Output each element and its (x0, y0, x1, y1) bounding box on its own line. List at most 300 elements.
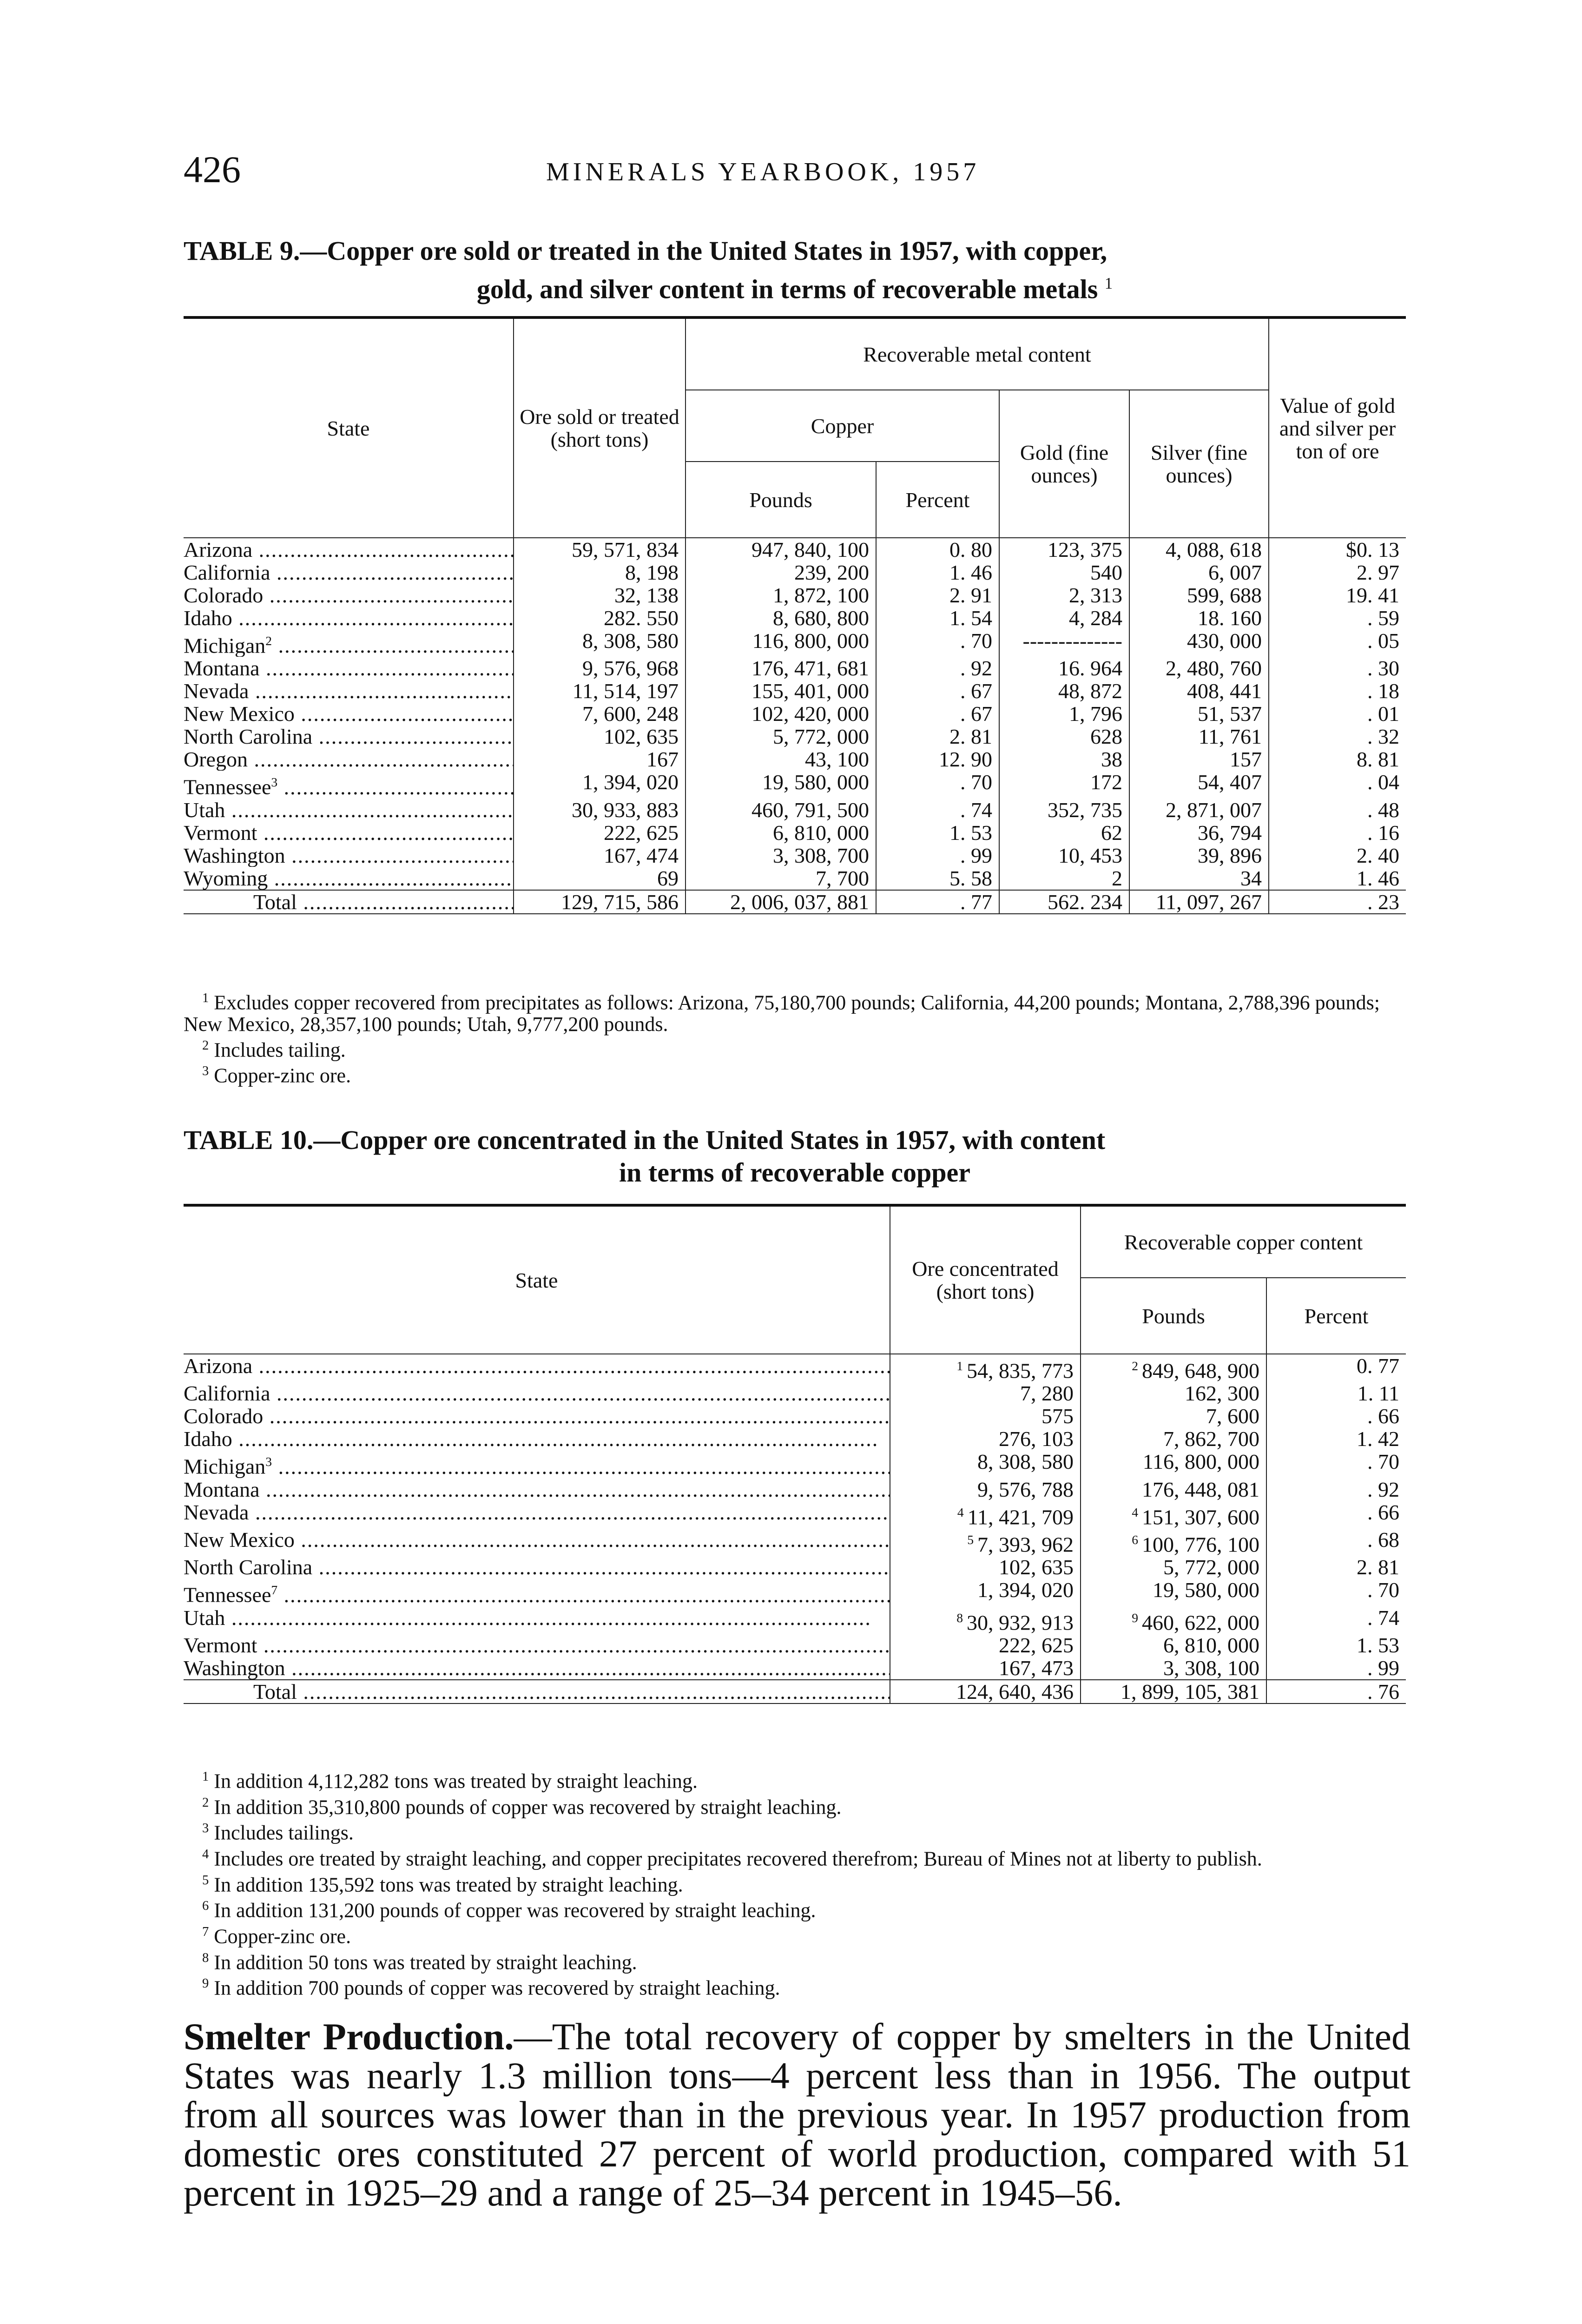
table-cell: 2 (999, 867, 1129, 890)
table-cell (1081, 1657, 1266, 1680)
state-cell (184, 702, 514, 725)
footnote (184, 1870, 1411, 1896)
table-cell: 1, 394, 020 (514, 771, 686, 798)
footnote (184, 1921, 1411, 1948)
state-cell (184, 629, 514, 657)
footnote-number: 7 (202, 1924, 209, 1939)
state-cell (184, 1382, 890, 1405)
table-cell: 116, 800, 000 (686, 629, 876, 657)
table-cell: . 92 (1266, 1478, 1406, 1501)
total-row (184, 1680, 1406, 1703)
table-cell (1081, 1501, 1266, 1528)
table-cell (890, 1354, 1081, 1382)
table-cell: 167 (514, 748, 686, 771)
dot-leader (312, 725, 514, 748)
cell-value: 151, 307, 600 (1142, 1505, 1259, 1529)
table-row (184, 1382, 1406, 1405)
table10-caption-line1: —Copper ore concentrated in the United States in 1957, with content (313, 1125, 1106, 1155)
table-cell: 36, 794 (1129, 821, 1269, 844)
table-cell (1081, 1528, 1266, 1556)
table9-header-copper: Copper (811, 414, 874, 438)
cell-value: 54, 835, 773 (967, 1359, 1074, 1383)
dot-leader (260, 1478, 890, 1501)
total-cell: 11, 097, 267 (1129, 890, 1269, 914)
state-cell (184, 799, 514, 821)
table-row (184, 867, 1406, 890)
table-cell (1081, 1556, 1266, 1578)
footnote-number: 8 (202, 1950, 209, 1965)
total-cell: . 23 (1269, 890, 1406, 914)
state-name: Arizona (184, 1354, 253, 1378)
table-cell: 2. 97 (1269, 561, 1406, 584)
table-row (184, 1657, 1406, 1680)
total-cell: 1, 899, 105, 381 (1081, 1680, 1266, 1703)
cell-value: 30, 932, 913 (967, 1610, 1074, 1634)
footnote-number: 5 (202, 1873, 209, 1888)
table-cell: 62 (999, 821, 1129, 844)
table-row (184, 1478, 1406, 1501)
state-name: North Carolina (184, 1556, 313, 1579)
table10-footnotes (184, 1766, 1411, 1999)
table-cell: . 67 (876, 702, 999, 725)
table-cell: 1. 46 (876, 561, 999, 584)
dot-leader (295, 1528, 890, 1552)
total-label: Total (253, 1679, 297, 1703)
footnote-number: 2 (202, 1795, 209, 1810)
body-paragraph (184, 2017, 1411, 2212)
table-cell: . 01 (1269, 702, 1406, 725)
dot-leader (268, 867, 514, 890)
footnote-text: In addition 700 pounds of copper was recovered by straight leaching. (214, 1976, 780, 2000)
table-cell (890, 1634, 1081, 1657)
state-cell (184, 1354, 890, 1382)
dot-leader (285, 1657, 890, 1680)
table-cell: 460, 791, 500 (686, 799, 876, 821)
state-cell (184, 1478, 890, 1501)
table-row (184, 844, 1406, 867)
cell-value: 575 (1041, 1404, 1074, 1428)
total-label-cell (184, 1680, 890, 1703)
table-row (184, 748, 1406, 771)
state-name: Oregon (184, 748, 248, 771)
state-cell (184, 1657, 890, 1680)
running-head (184, 148, 1043, 190)
state-cell (184, 844, 514, 867)
table-cell: . 66 (1266, 1501, 1406, 1528)
cell-value: 460, 622, 000 (1142, 1610, 1259, 1634)
dot-leader (263, 1405, 890, 1427)
table-cell: 155, 401, 000 (686, 680, 876, 702)
footnote-number: 3 (202, 1064, 209, 1079)
table-row (184, 1634, 1406, 1657)
state-cell (184, 680, 514, 702)
footnote-ref: 4 (957, 1505, 964, 1519)
table-cell: 352, 735 (999, 799, 1129, 821)
table-cell: . 18 (1269, 680, 1406, 702)
table-cell (1081, 1427, 1266, 1450)
table-cell: 11, 514, 197 (514, 680, 686, 702)
table9-header-recoverable: Recoverable metal content (863, 342, 1091, 366)
table10-caption-label: TABLE 10. (184, 1125, 314, 1155)
table-cell: 16. 964 (999, 657, 1129, 680)
table-cell: 540 (999, 561, 1129, 584)
table-cell: 39, 896 (1129, 844, 1269, 867)
footnote-number: 9 (202, 1976, 209, 1991)
footnote-number: 1 (202, 1769, 209, 1784)
table-row (184, 1501, 1406, 1528)
table-cell: -------------- (999, 629, 1129, 657)
table-cell: 239, 200 (686, 561, 876, 584)
footnote-text: Includes tailings. (214, 1821, 354, 1844)
table-cell: . 70 (876, 771, 999, 798)
table9-header-ore: Ore sold or treated (short tons) (520, 405, 679, 451)
table-cell (890, 1450, 1081, 1478)
table-cell: 10, 453 (999, 844, 1129, 867)
table-cell (1081, 1478, 1266, 1501)
footnote (184, 1818, 1411, 1844)
table10-caption-line2: in terms of recoverable copper (619, 1157, 970, 1188)
total-cell: 562. 234 (999, 890, 1129, 914)
table-cell: 8, 680, 800 (686, 607, 876, 629)
table9-caption-line1: —Copper ore sold or treated in the United States in 1957, with copper, (300, 236, 1107, 266)
table-cell (1081, 1354, 1266, 1382)
state-cell (184, 657, 514, 680)
table9-header-gold: Gold (fine ounces) (1020, 441, 1109, 487)
footnote-text: Copper-zinc ore. (214, 1064, 351, 1087)
footnote-ref: 6 (1132, 1532, 1138, 1547)
table9-header-state: State (327, 416, 370, 440)
table-cell: 1, 872, 100 (686, 584, 876, 607)
state-name: Utah (184, 798, 225, 821)
dot-leader (295, 702, 514, 725)
table-cell (890, 1405, 1081, 1427)
table-cell: . 48 (1269, 799, 1406, 821)
table10-header-percent: Percent (1304, 1304, 1369, 1328)
table-row (184, 771, 1406, 798)
table-cell: . 16 (1269, 821, 1406, 844)
table10-caption (184, 1124, 1406, 1189)
footnote-text: In addition 50 tons was treated by straight leaching. (214, 1951, 637, 1974)
cell-value: 222, 625 (999, 1633, 1074, 1657)
state-name: Michigan (184, 1454, 266, 1478)
state-cell (184, 607, 514, 629)
footnote-number: 2 (202, 1038, 209, 1053)
table-cell: 102, 635 (514, 725, 686, 748)
table9-caption-ref: 1 (1104, 274, 1113, 292)
table-row (184, 657, 1406, 680)
dot-leader (225, 1606, 871, 1630)
dot-leader (252, 538, 514, 561)
cell-value: 167, 473 (999, 1656, 1074, 1680)
state-cell (184, 867, 514, 890)
state-cell (184, 821, 514, 844)
footnote-ref: 5 (967, 1532, 974, 1547)
table-cell: 0. 80 (876, 538, 999, 561)
table-cell: . 70 (1266, 1578, 1406, 1606)
table-cell (1081, 1606, 1266, 1634)
table-cell: 34 (1129, 867, 1269, 890)
table10-header-ore: Ore concentrated (short tons) (912, 1257, 1059, 1303)
dot-leader (249, 680, 514, 702)
table-row (184, 1427, 1406, 1450)
table9-header-pounds: Pounds (749, 488, 812, 512)
state-cell (184, 1634, 890, 1657)
table-cell (1081, 1450, 1266, 1478)
dot-leader (260, 657, 514, 680)
table-cell: 6, 007 (1129, 561, 1269, 584)
paragraph-run-in-heading: Smelter Production. (184, 2015, 514, 2058)
table-row (184, 799, 1406, 821)
state-name: Wyoming (184, 866, 268, 890)
footnote (184, 988, 1411, 1035)
state-name: Vermont (184, 1633, 257, 1657)
state-name: Washington (184, 844, 285, 867)
state-cell (184, 538, 514, 561)
table-cell: 69 (514, 867, 686, 890)
footnote-number: 3 (202, 1821, 209, 1836)
table-cell: 3, 308, 700 (686, 844, 876, 867)
state-name: New Mexico (184, 1528, 295, 1552)
table-cell: . 66 (1266, 1405, 1406, 1427)
table9-caption-line2: gold, and silver content in terms of recoverable metals (476, 274, 1098, 304)
table-cell (890, 1556, 1081, 1578)
table-cell: 123, 375 (999, 538, 1129, 561)
table-row (184, 1578, 1406, 1606)
dot-leader (285, 844, 514, 867)
table-cell: 1. 54 (876, 607, 999, 629)
total-cell: . 77 (876, 890, 999, 914)
table-row (184, 607, 1406, 629)
table-cell: 4, 088, 618 (1129, 538, 1269, 561)
table-cell (890, 1501, 1081, 1528)
table-cell: 222, 625 (514, 821, 686, 844)
footnote-text: Includes tailing. (214, 1038, 346, 1062)
state-cell (184, 725, 514, 748)
table-cell (890, 1427, 1081, 1450)
dot-leader (270, 1382, 890, 1405)
table-cell: . 70 (876, 629, 999, 657)
table-cell (890, 1382, 1081, 1405)
dot-leader (232, 607, 514, 629)
footnote-ref: 8 (956, 1610, 963, 1625)
table9-footnotes (184, 988, 1411, 1087)
state-cell (184, 748, 514, 771)
footnote (184, 1766, 1411, 1792)
table-cell: 8, 308, 580 (514, 629, 686, 657)
table-cell (890, 1578, 1081, 1606)
table-row (184, 561, 1406, 584)
footnote-number: 1 (202, 991, 209, 1005)
table-cell: 157 (1129, 748, 1269, 771)
table-cell: 8, 198 (514, 561, 686, 584)
table-cell: 102, 420, 000 (686, 702, 876, 725)
cell-value: 1, 394, 020 (977, 1578, 1074, 1602)
table-row (184, 725, 1406, 748)
state-cell (184, 1606, 890, 1634)
state-cell (184, 1528, 890, 1556)
table10-header-state: State (515, 1268, 558, 1292)
dot-leader (257, 821, 514, 844)
table-cell: 282. 550 (514, 607, 686, 629)
table-cell: . 74 (1266, 1606, 1406, 1634)
table-cell: 38 (999, 748, 1129, 771)
running-title: MINERALS YEARBOOK, 1957 (546, 158, 980, 186)
table-cell (890, 1606, 1081, 1634)
total-cell: 129, 715, 586 (514, 890, 686, 914)
state-cell (184, 584, 514, 607)
table-cell: . 30 (1269, 657, 1406, 680)
table-cell: 59, 571, 834 (514, 538, 686, 561)
table-row (184, 702, 1406, 725)
table-cell: . 92 (876, 657, 999, 680)
table-cell: . 68 (1266, 1528, 1406, 1556)
cell-value: 19, 580, 000 (1153, 1578, 1259, 1602)
cell-value: 3, 308, 100 (1163, 1656, 1259, 1680)
table10-header-pounds: Pounds (1142, 1304, 1205, 1328)
total-cell: 2, 006, 037, 881 (686, 890, 876, 914)
table-cell: 43, 100 (686, 748, 876, 771)
state-cell (184, 771, 514, 798)
table-row (184, 538, 1406, 561)
footnote-text: In addition 135,592 tons was treated by straight leaching. (214, 1873, 683, 1896)
dot-leader (312, 1556, 890, 1578)
cell-value: 176, 448, 081 (1142, 1477, 1259, 1501)
table-cell: 176, 471, 681 (686, 657, 876, 680)
table-cell: . 70 (1266, 1450, 1406, 1478)
footnote-text: Includes ore treated by straight leaching, and copper precipitates recovered therefrom; Bureau of Mines not at liberty to publish. (214, 1847, 1262, 1870)
footnote-text: Excludes copper recovered from precipitates as follows: Arizona, 75,180,700 pounds; California, 44,200 pounds; Montana, 2,788,396 pounds; New Mexico, 28,357,100 pounds; Utah, 9,777,200 pounds. (184, 991, 1380, 1036)
footnote-ref: 7 (271, 1583, 278, 1598)
table-cell: 19, 580, 000 (686, 771, 876, 798)
footnote-text: Copper-zinc ore. (214, 1925, 351, 1948)
dot-leader (272, 1455, 890, 1478)
state-cell (184, 1556, 890, 1578)
total-label: Total (253, 890, 297, 914)
table-cell: 48, 872 (999, 680, 1129, 702)
table-cell: 19. 41 (1269, 584, 1406, 607)
dot-leader (277, 1583, 890, 1606)
table-row (184, 680, 1406, 702)
dot-leader (263, 584, 514, 607)
table-cell: 2. 81 (1266, 1556, 1406, 1578)
state-name: Michigan (184, 634, 266, 657)
table-cell: 32, 138 (514, 584, 686, 607)
state-name: Tennessee (184, 1583, 271, 1606)
total-label-cell (184, 890, 514, 914)
state-cell (184, 1450, 890, 1478)
table-cell: $0. 13 (1269, 538, 1406, 561)
state-name: Idaho (184, 607, 232, 629)
cell-value: 7, 280 (1020, 1381, 1074, 1406)
total-cell: 124, 640, 436 (890, 1680, 1081, 1703)
table-cell (1081, 1578, 1266, 1606)
table-cell (890, 1478, 1081, 1501)
table-cell: 0. 77 (1266, 1354, 1406, 1382)
dot-leader (277, 775, 514, 799)
footnote-text: In addition 35,310,800 pounds of copper was recovered by straight leaching. (214, 1796, 842, 1819)
table-row (184, 821, 1406, 844)
state-cell (184, 1427, 890, 1450)
table-row (184, 1556, 1406, 1578)
table-row (184, 1405, 1406, 1427)
cell-value: 11, 421, 709 (967, 1505, 1074, 1529)
state-name: Tennessee (184, 775, 271, 799)
table-row (184, 629, 1406, 657)
footnote-ref: 4 (1132, 1505, 1138, 1519)
page-number: 426 (184, 148, 241, 191)
table-cell: . 67 (876, 680, 999, 702)
table-cell: . 99 (876, 844, 999, 867)
footnote (184, 1061, 1411, 1087)
footnote-ref: 3 (265, 1454, 272, 1469)
footnote (184, 1895, 1411, 1921)
footnote-ref: 3 (271, 775, 278, 790)
table-cell (890, 1528, 1081, 1556)
cell-value: 849, 648, 900 (1142, 1359, 1259, 1383)
dot-leader (272, 634, 514, 657)
table-row (184, 1450, 1406, 1478)
footnote-ref: 1 (956, 1359, 963, 1373)
table-cell: 1. 53 (1266, 1634, 1406, 1657)
state-name: North Carolina (184, 725, 313, 748)
table-cell: 4, 284 (999, 607, 1129, 629)
total-cell: . 76 (1266, 1680, 1406, 1703)
table-row (184, 1528, 1406, 1556)
table-cell (890, 1657, 1081, 1680)
state-cell (184, 1578, 890, 1606)
table-row (184, 584, 1406, 607)
table9-caption (184, 235, 1406, 305)
table-cell: 54, 407 (1129, 771, 1269, 798)
cell-value: 5, 772, 000 (1163, 1555, 1259, 1579)
table-cell: 51, 537 (1129, 702, 1269, 725)
table-row (184, 1354, 1406, 1382)
table-cell: . 99 (1266, 1657, 1406, 1680)
dot-leader (252, 1354, 890, 1378)
table-cell: 1. 46 (1269, 867, 1406, 890)
table-cell: 8. 81 (1269, 748, 1406, 771)
footnote-number: 6 (202, 1899, 209, 1914)
table-cell: 628 (999, 725, 1129, 748)
table-cell: 2. 81 (876, 725, 999, 748)
table-cell: . 32 (1269, 725, 1406, 748)
footnote (184, 1948, 1411, 1974)
table-cell: 7, 700 (686, 867, 876, 890)
table9-header-percent: Percent (905, 488, 970, 512)
state-name: New Mexico (184, 702, 295, 726)
table-cell: 6, 810, 000 (686, 821, 876, 844)
table-cell: 1. 11 (1266, 1382, 1406, 1405)
table-cell: 167, 474 (514, 844, 686, 867)
cell-value: 276, 103 (999, 1427, 1074, 1451)
table-cell: 9, 576, 968 (514, 657, 686, 680)
table10 (184, 1204, 1406, 1704)
cell-value: 7, 600 (1206, 1404, 1259, 1428)
state-name: Utah (184, 1606, 225, 1630)
table9-header-value: Value of gold and silver per ton of ore (1279, 393, 1396, 463)
dot-leader (297, 890, 514, 914)
state-name: Idaho (184, 1427, 232, 1451)
state-name: Montana (184, 1478, 260, 1501)
table-cell: 5. 58 (876, 867, 999, 890)
state-name: Arizona (184, 538, 253, 561)
state-name: Colorado (184, 584, 264, 607)
cell-value: 116, 800, 000 (1142, 1450, 1259, 1474)
dot-leader (225, 799, 514, 821)
paragraph-text: —The total recovery of copper by smelters in the United States was nearly 1.3 million tons—4 percent less than in 1956. The output from all sources was lower than in the previous year. In 1957 production from domestic ores constituted 27 percent of world production, compared with 51 percent in 1925–29 and a range of 25–34 percent in 1945–56. (184, 2015, 1411, 2214)
state-name: Vermont (184, 821, 257, 844)
state-name: Washington (184, 1656, 285, 1680)
